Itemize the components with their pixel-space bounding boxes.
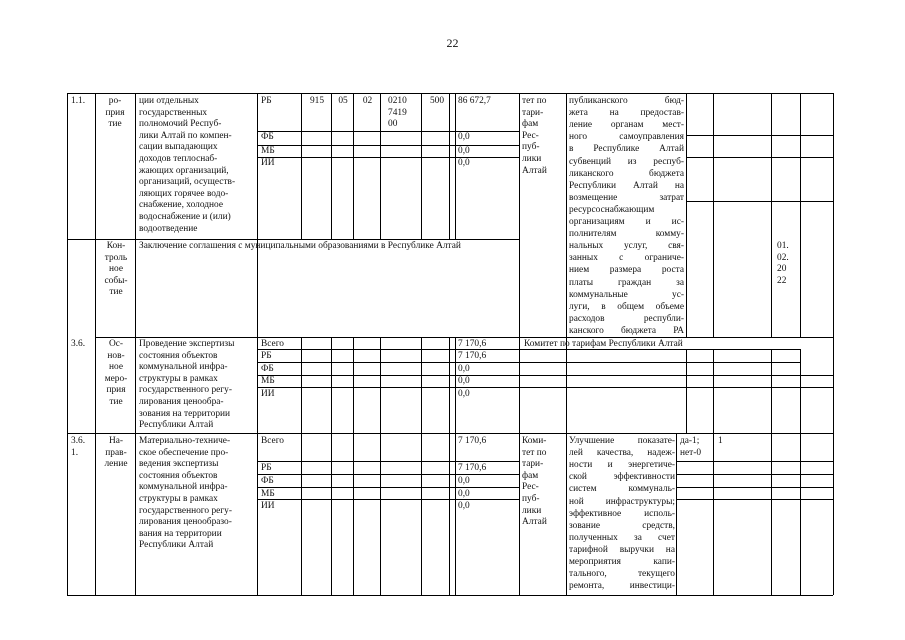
event-type: тие <box>109 397 123 407</box>
table-top-border <box>67 93 833 94</box>
expected-result: ресурсоснабжающим <box>569 204 655 215</box>
expected-result: тального, текущего <box>569 569 675 580</box>
event-name: государственного регу- <box>139 505 232 516</box>
row-number: 1. <box>71 447 79 458</box>
expected-result: публиканского бюд- <box>569 96 684 106</box>
v-rule <box>713 349 714 433</box>
event-type: нов- <box>107 350 125 361</box>
v-rule <box>331 337 332 433</box>
v-rule <box>421 433 422 595</box>
funding-source: МБ <box>261 489 275 499</box>
control-date: 02. <box>777 252 789 263</box>
event-name: ляющих горячее водо- <box>139 188 229 199</box>
event-name: коммунальной инфра- <box>139 482 228 493</box>
budget-code: 7419 <box>388 107 407 118</box>
event-name: состояния объектов <box>139 470 218 481</box>
v-rule <box>455 337 456 433</box>
v-rule <box>301 337 302 433</box>
event-type: прав- <box>105 447 127 458</box>
indicator-unit: нет-0 <box>680 447 702 458</box>
h-rule <box>519 375 833 376</box>
event-type: меро- <box>104 373 128 384</box>
h-rule <box>95 337 833 338</box>
v-rule <box>771 93 772 337</box>
v-rule <box>449 433 450 595</box>
event-name: организаций, осуществ- <box>139 177 236 188</box>
event-name: состояния объектов <box>139 350 218 361</box>
funding-source: ФБ <box>261 476 274 486</box>
event-name: коммунальной инфра- <box>139 362 228 373</box>
funding-source: РБ <box>261 96 272 106</box>
v-rule <box>800 93 801 337</box>
funding-amount: 0,0 <box>458 158 470 168</box>
v-rule <box>771 433 772 595</box>
event-type: тие <box>108 119 122 130</box>
event-name: Республики Алтай <box>139 540 214 551</box>
h-rule <box>676 499 833 500</box>
budget-code: 05 <box>338 96 348 106</box>
v-rule <box>800 433 801 595</box>
event-type: Ос- <box>108 339 124 349</box>
event-name: ции отдельных <box>139 96 199 106</box>
executor: тари- <box>522 107 544 118</box>
event-name: государственного регу- <box>139 385 232 396</box>
executor: Рес- <box>522 482 539 493</box>
funding-amount: 0,0 <box>458 389 470 399</box>
h-rule <box>519 387 833 388</box>
executor: Коми- <box>522 436 547 446</box>
funding-source: РБ <box>261 463 272 473</box>
expected-result: расходов республи- <box>569 313 684 324</box>
event-type: ро- <box>108 96 122 106</box>
funding-amount: 7 170,6 <box>458 339 487 349</box>
expected-result: возмещение затрат <box>569 192 684 203</box>
executor: лики <box>522 154 542 164</box>
event-type: троль <box>104 252 128 263</box>
v-rule <box>421 93 422 239</box>
funding-source: РБ <box>261 351 272 361</box>
executor: тари- <box>522 459 544 470</box>
budget-code: 02 <box>362 96 373 106</box>
expected-result: луги, в общем объеме <box>569 301 684 312</box>
event-name: водоотведение <box>139 223 198 234</box>
expected-result: ление органам мест- <box>569 120 684 131</box>
event-name: государственных <box>139 107 208 118</box>
event-type: Кон- <box>106 241 126 251</box>
v-rule <box>713 93 714 337</box>
expected-result: тарифной выручки на <box>569 544 675 555</box>
funding-source: МБ <box>261 146 275 156</box>
executor: Алтай <box>522 165 547 176</box>
row-number: 1.1. <box>71 96 86 106</box>
funding-source: Всего <box>261 339 284 349</box>
event-type: ное <box>109 362 123 373</box>
v-rule <box>449 337 450 433</box>
event-name: лики Алтай по компен- <box>139 130 232 141</box>
funding-amount: 7 170,6 <box>458 436 487 446</box>
expected-result: жета на предостав- <box>569 108 684 119</box>
event-name: Республики Алтай <box>139 420 214 431</box>
v-rule <box>449 93 450 239</box>
v-rule <box>686 349 687 433</box>
expected-result: занных с ограниче- <box>569 253 684 264</box>
h-rule <box>686 135 833 136</box>
h-rule <box>686 157 833 158</box>
h-rule <box>67 239 519 240</box>
row-number: 3.6. <box>71 436 86 446</box>
expected-result: нальных услуг, свя- <box>569 241 684 252</box>
v-rule <box>800 349 801 433</box>
expected-result: полученных за счет <box>569 532 675 543</box>
table-right-border <box>833 93 834 595</box>
expected-result: канского бюджета РА <box>569 325 684 336</box>
expected-result: мероприятия капи- <box>569 557 675 567</box>
executor: Алтай <box>522 517 547 528</box>
expected-result: ного самоуправления <box>569 132 684 143</box>
v-rule <box>95 93 96 595</box>
expected-result: нием размера роста <box>569 265 684 276</box>
event-name: лирования ценообра- <box>139 397 224 407</box>
v-rule <box>353 433 354 595</box>
executor: тет по <box>522 447 547 458</box>
v-rule <box>686 93 687 337</box>
expected-result: коммунальные ус- <box>569 289 684 300</box>
control-date: 20 <box>777 264 787 275</box>
v-rule <box>455 93 456 239</box>
funding-source: ФБ <box>261 132 274 142</box>
funding-source: Всего <box>261 436 284 446</box>
event-name: структуры в рамках <box>139 494 218 504</box>
event-name: ское обеспечение про- <box>139 447 229 458</box>
event-name: ведения экспертизы <box>139 459 219 470</box>
v-rule <box>353 337 354 433</box>
executor: лики <box>522 505 542 516</box>
event-name: водоснабжение и (или) <box>139 212 231 222</box>
expected-result: ремонта, инвестици- <box>569 581 675 592</box>
funding-source: ИИ <box>261 158 275 168</box>
v-rule <box>771 349 772 433</box>
event-type: прия <box>106 385 126 396</box>
control-date: 22 <box>777 275 787 286</box>
expected-result: эффективное исполь- <box>569 508 675 519</box>
control-event-text: Заключение соглашения с муниципальными образованиями в Республике Алтай <box>139 241 461 251</box>
event-name: полномочий Респуб- <box>139 119 222 130</box>
event-type: прия <box>105 107 125 118</box>
executor: пуб- <box>522 494 540 504</box>
v-rule <box>331 433 332 595</box>
funding-amount: 86 672,7 <box>458 96 491 106</box>
event-name: доходов теплоснаб- <box>139 154 218 164</box>
event-type: На- <box>108 436 124 446</box>
event-type: ление <box>104 459 128 470</box>
budget-code: 500 <box>429 96 445 106</box>
v-rule <box>676 433 677 595</box>
expected-result: в Республике Алтай <box>569 144 684 155</box>
expected-result: систем коммуналь- <box>569 484 675 495</box>
expected-result: Республики Алтай на <box>569 180 684 191</box>
h-rule <box>676 474 833 475</box>
v-rule <box>421 337 422 433</box>
funding-amount: 0,0 <box>458 476 470 486</box>
v-rule <box>455 433 456 595</box>
indicator-value: 1 <box>718 436 723 446</box>
row-number: 3.6. <box>71 339 86 349</box>
h-rule <box>519 362 800 363</box>
expected-result: ской эффективности <box>569 472 675 483</box>
event-name: вания на территории <box>139 528 222 539</box>
expected-result: ликанского бюджета <box>569 168 684 179</box>
v-rule <box>331 93 332 239</box>
funding-source: ФБ <box>261 364 274 374</box>
executor: Рес- <box>522 130 539 141</box>
indicator-unit: да-1; <box>680 436 700 446</box>
funding-source: ИИ <box>261 501 275 511</box>
h-rule <box>676 487 833 488</box>
event-type: тие <box>109 287 123 298</box>
funding-amount: 0,0 <box>458 489 470 499</box>
expected-result: платы граждан за <box>569 277 684 288</box>
funding-amount: 0,0 <box>458 146 470 156</box>
funding-source: МБ <box>261 376 275 386</box>
v-rule <box>713 433 714 595</box>
executor: фам <box>522 470 539 481</box>
funding-amount: 7 170,6 <box>458 351 487 361</box>
funding-source: ИИ <box>261 389 275 399</box>
event-name: сации выпадающих <box>139 142 218 153</box>
expected-result: субвенций из респуб- <box>569 156 684 167</box>
event-name: жающих организаций, <box>139 165 229 176</box>
expected-result: ности и энергетиче- <box>569 460 675 471</box>
expected-result: лей качества, надеж- <box>569 448 675 459</box>
expected-result: организациям и ис- <box>569 217 684 227</box>
table-left-border <box>67 93 68 595</box>
page-number: 22 <box>446 36 459 50</box>
funding-amount: 7 170,6 <box>458 463 487 473</box>
v-rule <box>353 93 354 239</box>
event-name: лирования ценообразо- <box>139 517 232 528</box>
event-name: снабжение, холодное <box>139 200 224 211</box>
funding-amount: 0,0 <box>458 364 470 374</box>
v-rule <box>380 337 381 433</box>
expected-result: ной инфраструктуры; <box>569 496 675 507</box>
funding-amount: 0,0 <box>458 376 470 386</box>
event-name: структуры в рамках <box>139 373 218 384</box>
h-rule <box>257 461 519 462</box>
executor: тет по <box>522 96 547 106</box>
expected-result: Улучшение показате- <box>569 436 675 446</box>
v-rule <box>380 433 381 595</box>
event-name: зования на территории <box>139 408 231 419</box>
expected-result: полнителям комму- <box>569 229 684 240</box>
expected-result: зование средств, <box>569 520 675 531</box>
h-rule <box>676 461 833 462</box>
table-bottom-border <box>67 595 833 596</box>
h-rule <box>686 201 833 202</box>
control-date: 01. <box>777 241 789 251</box>
budget-code: 915 <box>309 96 325 106</box>
funding-amount: 0,0 <box>458 132 470 142</box>
event-name: Проведение экспертизы <box>139 339 235 349</box>
v-rule <box>135 93 136 595</box>
event-name: Материально-техниче- <box>139 436 231 446</box>
budget-code: 0210 <box>388 96 407 106</box>
funding-amount: 0,0 <box>458 501 470 511</box>
h-rule <box>67 433 833 434</box>
v-rule <box>519 93 520 595</box>
v-rule <box>380 93 381 239</box>
event-type: собы- <box>104 275 128 286</box>
v-rule <box>257 93 258 595</box>
v-rule <box>301 433 302 595</box>
budget-code: 00 <box>388 119 398 130</box>
v-rule <box>301 93 302 239</box>
executor: фам <box>522 119 539 130</box>
executor: пуб- <box>522 142 540 153</box>
executor: Комитет по тарифам Республики Алтай <box>524 339 683 349</box>
event-type: ное <box>109 264 123 275</box>
